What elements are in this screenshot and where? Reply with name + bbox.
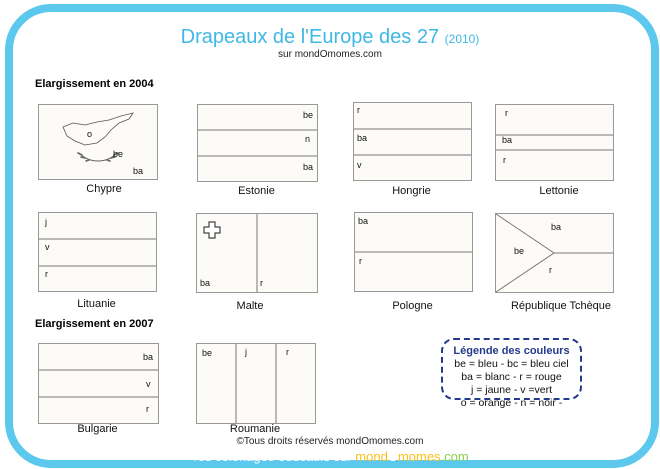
footer-tagline[interactable]: Tes coloriages éducatifs sur mondOmomes.com [191, 449, 469, 464]
country-name-republique-tcheque: République Tchèque [510, 300, 612, 312]
flag-pologne[interactable] [354, 212, 473, 292]
flag-code: ba [200, 278, 211, 288]
color-legend [441, 338, 582, 409]
legend-title: Légende des couleurs [453, 345, 570, 357]
flag-code: ba [551, 222, 562, 232]
flag-hongrie[interactable] [353, 102, 472, 181]
page-subtitle: sur mondOmomes.com [278, 49, 382, 60]
legend-line: o = orange - n = noir - [460, 397, 563, 409]
flag-code: be [514, 246, 525, 256]
flag-code: r [549, 265, 552, 275]
section-2007-heading: Elargissement en 2007 [35, 318, 154, 330]
flag-code: v [146, 379, 151, 389]
flag-code: r [146, 404, 149, 414]
flag-code: ba [143, 352, 154, 362]
flag-code: v [357, 160, 362, 170]
flag-code: r [357, 105, 360, 115]
flag-republique-tcheque[interactable] [495, 213, 614, 293]
flag-code: n [305, 134, 311, 144]
flag-code: ba [303, 162, 314, 172]
country-name-lettonie: Lettonie [539, 185, 579, 197]
george-cross-icon [204, 222, 220, 238]
country-name-lituanie: Lituanie [77, 298, 116, 310]
flag-chypre[interactable] [38, 104, 158, 180]
country-name-malte: Malte [236, 300, 264, 312]
flag-lituanie[interactable] [38, 212, 157, 292]
flag-code: o [87, 129, 93, 139]
flag-code: be [303, 110, 314, 120]
legend-line: ba = blanc - r = rouge [461, 371, 562, 383]
flag-code: r [286, 347, 289, 357]
flag-code: j [245, 347, 247, 357]
flag-code: ba [502, 135, 513, 145]
flag-code: v [45, 242, 50, 252]
page-title: Drapeaux de l'Europe des 27 (2010) [180, 26, 480, 48]
flag-code: ba [133, 166, 144, 176]
country-name-pologne: Pologne [392, 300, 433, 312]
flag-code: ba [358, 216, 369, 226]
flag-code: r [45, 269, 48, 279]
flag-code: be [113, 149, 124, 159]
flag-code: j [45, 217, 47, 227]
country-name-estonie: Estonie [238, 185, 275, 197]
flag-lettonie[interactable] [495, 104, 614, 181]
flag-code: ba [357, 133, 368, 143]
country-name-hongrie: Hongrie [392, 185, 431, 197]
legend-line: j = jaune - v =vert [470, 384, 553, 396]
flag-code: r [503, 155, 506, 165]
legend-line: be = bleu - bc = bleu ciel [454, 358, 569, 370]
flag-estonie[interactable] [197, 104, 318, 182]
flag-code: r [505, 108, 508, 118]
flag-code: r [260, 278, 263, 288]
country-name-chypre: Chypre [86, 183, 122, 195]
flag-roumanie[interactable] [196, 343, 316, 424]
flag-bulgarie[interactable] [38, 343, 159, 424]
flag-malte[interactable] [196, 213, 318, 293]
flag-code: be [202, 348, 213, 358]
section-2004-heading: Elargissement en 2004 [35, 78, 154, 90]
copyright: ©Tous droits réservés mondOmomes.com [236, 436, 424, 447]
flag-code: r [359, 256, 362, 266]
country-name-bulgarie: Bulgarie [77, 423, 118, 435]
country-name-roumanie: Roumanie [229, 423, 281, 435]
